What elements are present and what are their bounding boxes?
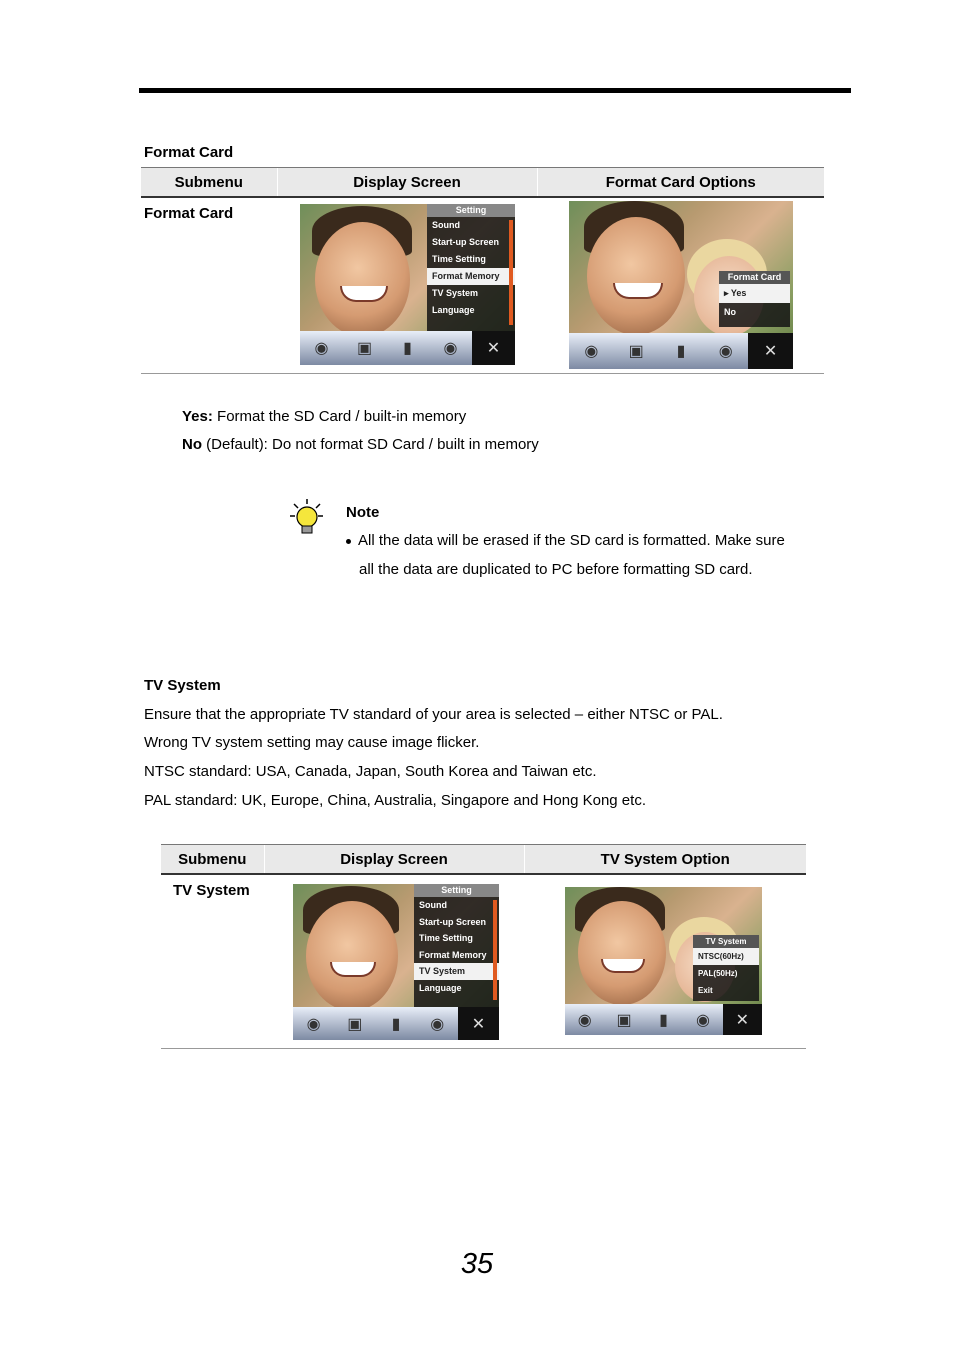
menu-item-startup-screen[interactable]: Start-up Screen [419, 916, 487, 927]
menu-item-ntsc[interactable]: NTSC(60Hz) [693, 948, 759, 965]
col-header-tv-system-option: TV System Option [524, 845, 806, 875]
display-screen-setting-menu [300, 204, 515, 365]
option-no [182, 436, 539, 453]
menu-title: TV System [693, 935, 759, 948]
menu-item-language[interactable]: Language [419, 982, 462, 993]
col-header-submenu: Submenu [141, 168, 277, 198]
camera-mode-icon[interactable]: ▣ [616, 1011, 632, 1029]
playback-icon[interactable]: ◉ [718, 343, 733, 360]
menu-item-tv-system[interactable]: TV System [432, 288, 479, 298]
menu-title: Format Card [719, 271, 790, 284]
mode-toolbar [300, 331, 515, 365]
option-yes [182, 408, 466, 425]
menu-title: Setting [414, 884, 499, 897]
menu-title: Setting [427, 204, 515, 217]
menu-item-sound[interactable]: Sound [432, 220, 460, 230]
settings-tools-icon[interactable]: ✕ [458, 1007, 499, 1040]
setting-menu [414, 884, 499, 1007]
menu-item-time-setting[interactable]: Time Setting [432, 254, 486, 264]
tv-system-menu [693, 935, 759, 1001]
format-card-heading: Format Card [144, 144, 234, 161]
tv-system-paragraph-2: Wrong TV system setting may cause image flicker. [144, 734, 480, 751]
menu-item-language[interactable]: Language [432, 305, 475, 315]
mode-toolbar [565, 1004, 762, 1035]
voice-mode-icon[interactable]: ▮ [391, 1015, 401, 1033]
tv-system-paragraph-3: NTSC standard: USA, Canada, Japan, South Korea and Taiwan etc. [144, 763, 597, 780]
menu-item-sound[interactable]: Sound [419, 900, 447, 910]
playback-icon[interactable]: ◉ [430, 1015, 445, 1033]
camera-mode-icon[interactable]: ▣ [356, 340, 373, 357]
man-face-image [578, 901, 666, 1005]
settings-tools-icon[interactable]: ✕ [472, 331, 515, 365]
lightbulb-icon [287, 497, 327, 537]
row-label-tv-system: TV System [173, 882, 250, 899]
video-mode-icon[interactable]: ◉ [577, 1011, 592, 1029]
mode-toolbar [293, 1007, 499, 1040]
tv-system-heading: TV System [144, 677, 221, 694]
note-line-2: all the data are duplicated to PC before formatting SD card. [359, 561, 753, 578]
voice-mode-icon[interactable]: ▮ [403, 340, 412, 357]
tv-system-paragraph-4: PAL standard: UK, Europe, China, Australia, Singapore and Hong Kong etc. [144, 792, 646, 809]
display-screen-format-card-options [569, 201, 793, 369]
tv-system-paragraph-1: Ensure that the appropriate TV standard of your area is selected – either NTSC or PAL. [144, 706, 723, 723]
menu-item-startup-screen[interactable]: Start-up Screen [432, 237, 500, 247]
mode-toolbar [569, 333, 793, 369]
menu-scrollbar[interactable] [509, 220, 513, 325]
page-number: 35 [460, 1248, 494, 1280]
video-mode-icon[interactable]: ◉ [314, 340, 329, 357]
menu-item-pal[interactable]: PAL(50Hz) [698, 969, 738, 978]
menu-item-yes[interactable]: ▸ Yes [719, 284, 790, 303]
option-no-label: No [182, 436, 202, 453]
note-title: Note [346, 504, 380, 521]
option-no-text: (Default): Do not format SD Card / built in memory [202, 436, 539, 453]
display-screen-tv-system-options [565, 887, 762, 1035]
menu-item-no[interactable]: No [724, 307, 736, 317]
col-header-format-card-options: Format Card Options [537, 168, 824, 198]
option-yes-text: Format the SD Card / built-in memory [212, 408, 467, 425]
option-yes-label: Yes: [182, 408, 213, 425]
menu-item-exit[interactable]: Exit [698, 986, 713, 995]
tv-system-table [161, 844, 806, 1049]
menu-item-time-setting[interactable]: Time Setting [419, 933, 473, 943]
video-mode-icon[interactable]: ◉ [306, 1015, 321, 1033]
video-mode-icon[interactable]: ◉ [584, 343, 599, 360]
man-face-image [315, 222, 410, 337]
col-header-display-screen: Display Screen [264, 845, 524, 875]
format-card-table [141, 167, 824, 374]
settings-tools-icon[interactable]: ✕ [748, 333, 793, 369]
voice-mode-icon[interactable]: ▮ [659, 1011, 668, 1029]
voice-mode-icon[interactable]: ▮ [676, 343, 686, 360]
camera-mode-icon[interactable]: ▣ [347, 1015, 363, 1033]
menu-item-format-memory[interactable]: Format Memory [419, 949, 487, 960]
col-header-display-screen: Display Screen [277, 168, 537, 198]
row-label-format-card: Format Card [144, 205, 234, 222]
man-face-image [587, 217, 685, 335]
settings-tools-icon[interactable]: ✕ [723, 1004, 762, 1035]
col-header-submenu: Submenu [161, 845, 264, 875]
man-face-image [306, 901, 398, 1011]
menu-item-format-memory[interactable]: Format Memory [427, 268, 515, 285]
playback-icon[interactable]: ◉ [443, 340, 458, 357]
menu-item-tv-system[interactable]: TV System [414, 963, 499, 980]
top-rule [139, 88, 851, 93]
setting-menu [427, 204, 515, 331]
note-line-1: All the data will be erased if the SD card is formatted. Make sure [358, 532, 785, 549]
menu-scrollbar[interactable] [493, 900, 497, 1000]
playback-icon[interactable]: ◉ [695, 1011, 710, 1029]
note-bullet [346, 532, 785, 549]
bullet-icon [346, 539, 351, 544]
display-screen-setting-menu [293, 884, 499, 1040]
camera-mode-icon[interactable]: ▣ [628, 343, 644, 360]
format-card-menu [719, 271, 790, 327]
